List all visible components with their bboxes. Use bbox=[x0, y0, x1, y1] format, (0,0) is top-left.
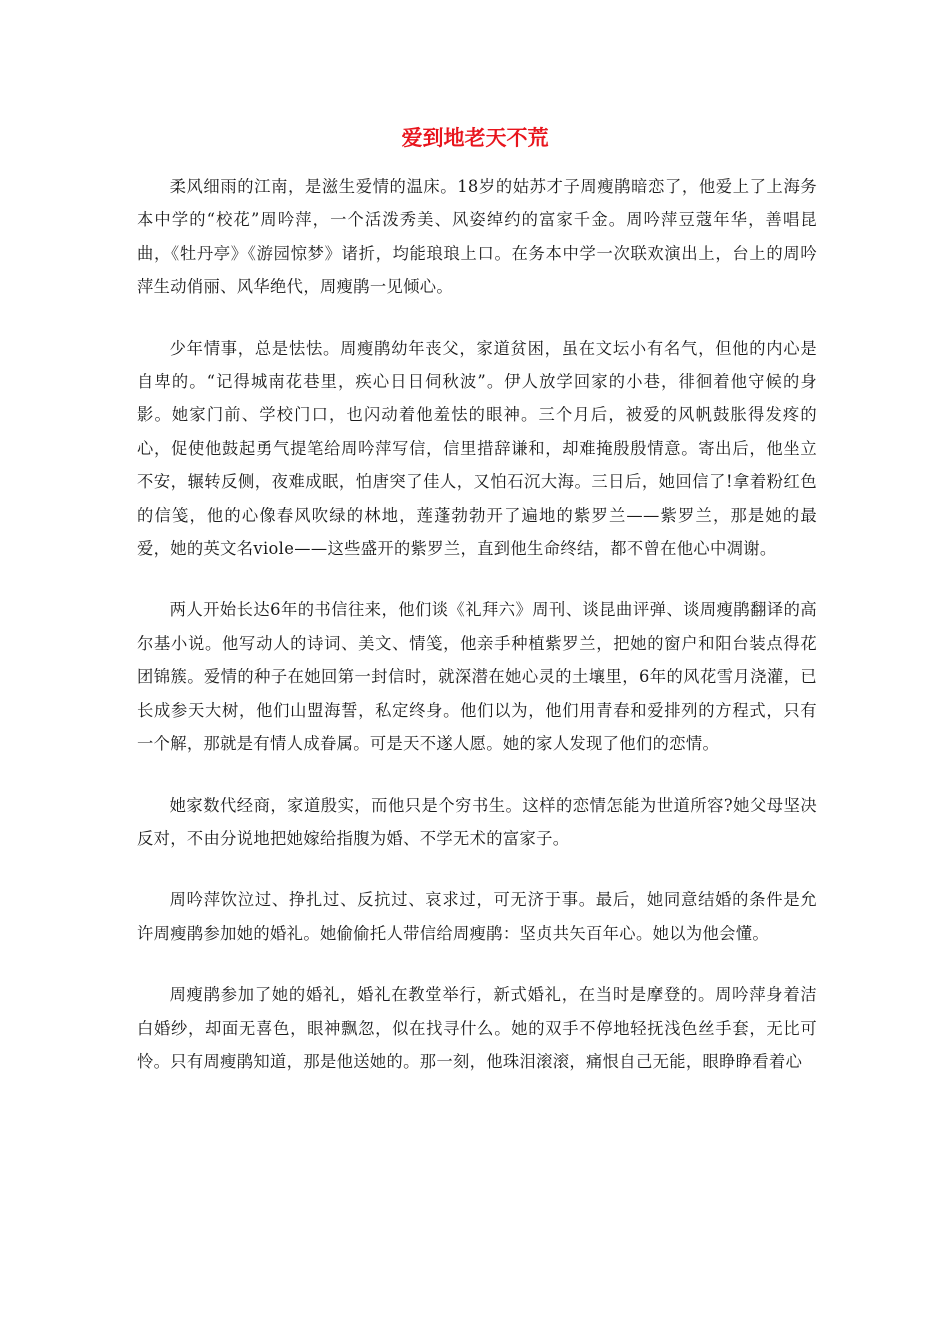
paragraph-4: 她家数代经商，家道殷实，而他只是个穷书生。这样的恋情怎能为世道所容?她父母坚决反对，不由分说地把她嫁给指腹为婚、不学无术的富家子。 bbox=[137, 795, 817, 848]
document-body bbox=[137, 170, 817, 1106]
paragraph-6: 周瘦鹃参加了她的婚礼，婚礼在教堂举行，新式婚礼，在当时是摩登的。周吟萍身着洁白婚纱，却面无喜色，眼神飘忽，似在找寻什么。她的双手不停地轻抚浅色丝手套，无比可怜。只有周瘦鹃知道，那是他送她的。那一刻，他珠泪滚滚，痛恨自己无能，眼睁睁看着心 bbox=[137, 985, 817, 1071]
document-title: 爱到地老天不荒 bbox=[401, 126, 549, 150]
paragraph-5: 周吟萍饮泣过、挣扎过、反抗过、哀求过，可无济于事。最后，她同意结婚的条件是允许周瘦鹃参加她的婚礼。她偷偷托人带信给周瘦鹃：坚贞共矢百年心。她以为他会懂。 bbox=[137, 890, 817, 943]
paragraph-3: 两人开始长达6年的书信往来，他们谈《礼拜六》周刊、谈昆曲评弹、谈周瘦鹃翻译的高尔基小说。他写动人的诗词、美文、情笺，他亲手种植紫罗兰，把她的窗户和阳台装点得花团锦簇。爱情的种子在她回第一封信时，就深潜在她心灵的土壤里，6年的风花雪月浇灌，已长成参天大树，他们山盟海誓，私定终身。他们以为，他们用青春和爱排列的方程式，只有一个解，那就是有情人成眷属。可是天不遂人愿。她的家人发现了他们的恋情。 bbox=[137, 600, 817, 754]
paragraph-1: 柔风细雨的江南，是滋生爱情的温床。18岁的姑苏才子周瘦鹃暗恋了，他爱上了上海务本中学的“校花”周吟萍，一个活泼秀美、风姿绰约的富家千金。周吟萍豆蔻年华，善唱昆曲，《牡丹亭》《游园惊梦》诸折，均能琅琅上口。在务本中学一次联欢演出上，台上的周吟萍生动俏丽、风华绝代，周瘦鹃一见倾心。 bbox=[137, 177, 817, 297]
paragraph-2: 少年情事，总是怯怯。周瘦鹃幼年丧父，家道贫困，虽在文坛小有名气，但他的内心是自卑的。“记得城南花巷里，疾心日日伺秋波”。伊人放学回家的小巷，徘徊着他守候的身影。她家门前、学校门口，也闪动着他羞怯的眼神。三个月后，被爱的风帆鼓胀得发疼的心，促使他鼓起勇气提笔给周吟萍写信，信里措辞谦和，却难掩殷殷情意。寄出后，他坐立不安，辗转反侧，夜难成眠，怕唐突了佳人，又怕石沉大海。三日后，她回信了!拿着粉红色的信笺，他的心像春风吹绿的林地，莲蓬勃勃开了遍地的紫罗兰——紫罗兰，那是她的最爱，她的英文名viole——这些盛开的紫罗兰，直到他生命终结，都不曾在他心中凋谢。 bbox=[137, 338, 817, 559]
